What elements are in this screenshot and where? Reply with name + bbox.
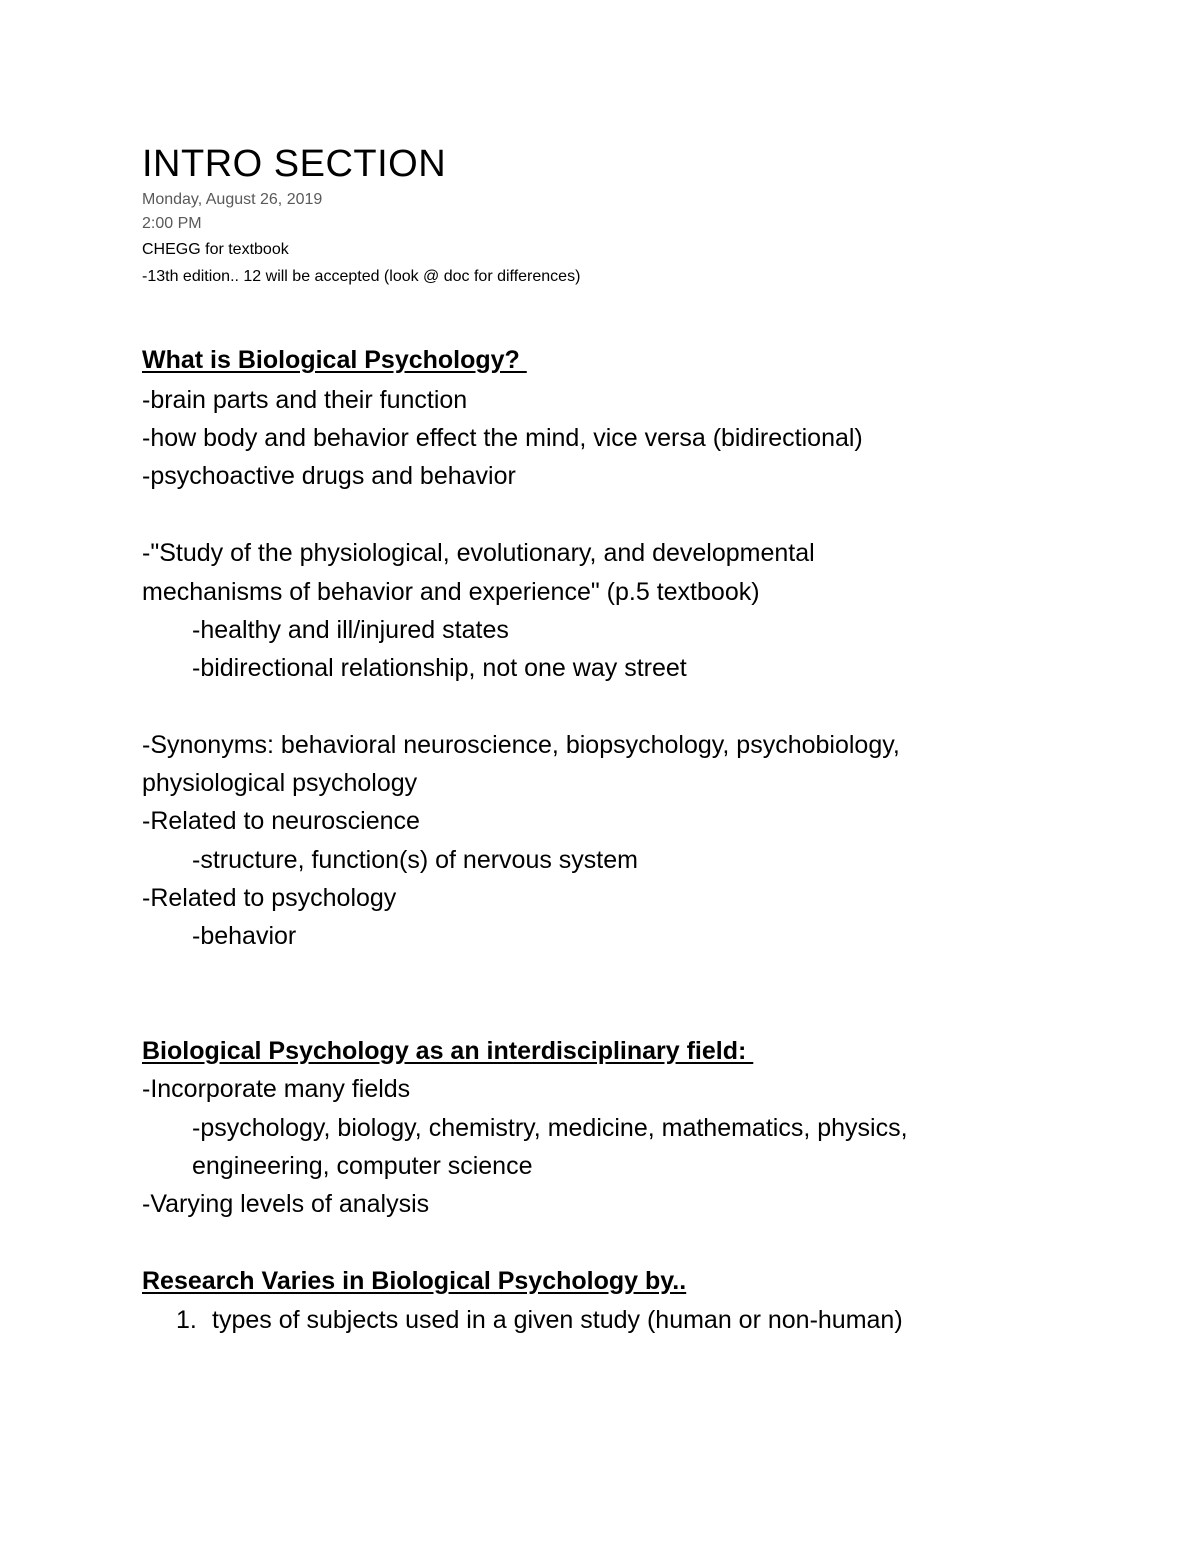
body-line: -Incorporate many fields <box>142 1075 411 1103</box>
body-line: -brain parts and their function <box>142 386 468 414</box>
note-line: -13th edition.. 12 will be accepted (look @ doc for differences) <box>142 268 581 285</box>
section-heading-interdisciplinary: Biological Psychology as an interdisciplinary field: <box>142 1037 754 1065</box>
body-line: -how body and behavior effect the mind, vice versa (bidirectional) <box>142 424 863 452</box>
body-line: -psychoactive drugs and behavior <box>142 462 516 490</box>
body-line: -Synonyms: behavioral neuroscience, biopsychology, psychobiology, <box>142 731 900 759</box>
body-line-indented: -behavior <box>192 922 297 950</box>
body-line-indented: -psychology, biology, chemistry, medicine, mathematics, physics, <box>192 1114 908 1142</box>
note-line: CHEGG for textbook <box>142 241 289 258</box>
note-date: Monday, August 26, 2019 <box>142 191 323 208</box>
body-line-indented: -structure, function(s) of nervous system <box>192 846 638 874</box>
page-title: INTRO SECTION <box>142 143 447 185</box>
body-line: -Related to neuroscience <box>142 807 420 835</box>
body-line-indented: -bidirectional relationship, not one way street <box>192 654 687 682</box>
body-line-indented: -healthy and ill/injured states <box>192 616 509 644</box>
body-line: physiological psychology <box>142 769 418 797</box>
section-heading-what-is: What is Biological Psychology? <box>142 346 527 374</box>
list-item-marker: 1. <box>176 1306 197 1334</box>
body-line: -Varying levels of analysis <box>142 1190 430 1218</box>
body-line: -Related to psychology <box>142 884 397 912</box>
list-item-text: types of subjects used in a given study (human or non-human) <box>212 1306 903 1334</box>
note-time: 2:00 PM <box>142 215 202 232</box>
body-line: -"Study of the physiological, evolutionary, and developmental <box>142 539 815 567</box>
body-line: mechanisms of behavior and experience" (p.5 textbook) <box>142 578 760 606</box>
section-heading-research-varies: Research Varies in Biological Psychology by.. <box>142 1267 687 1295</box>
body-line-indented: engineering, computer science <box>192 1152 533 1180</box>
